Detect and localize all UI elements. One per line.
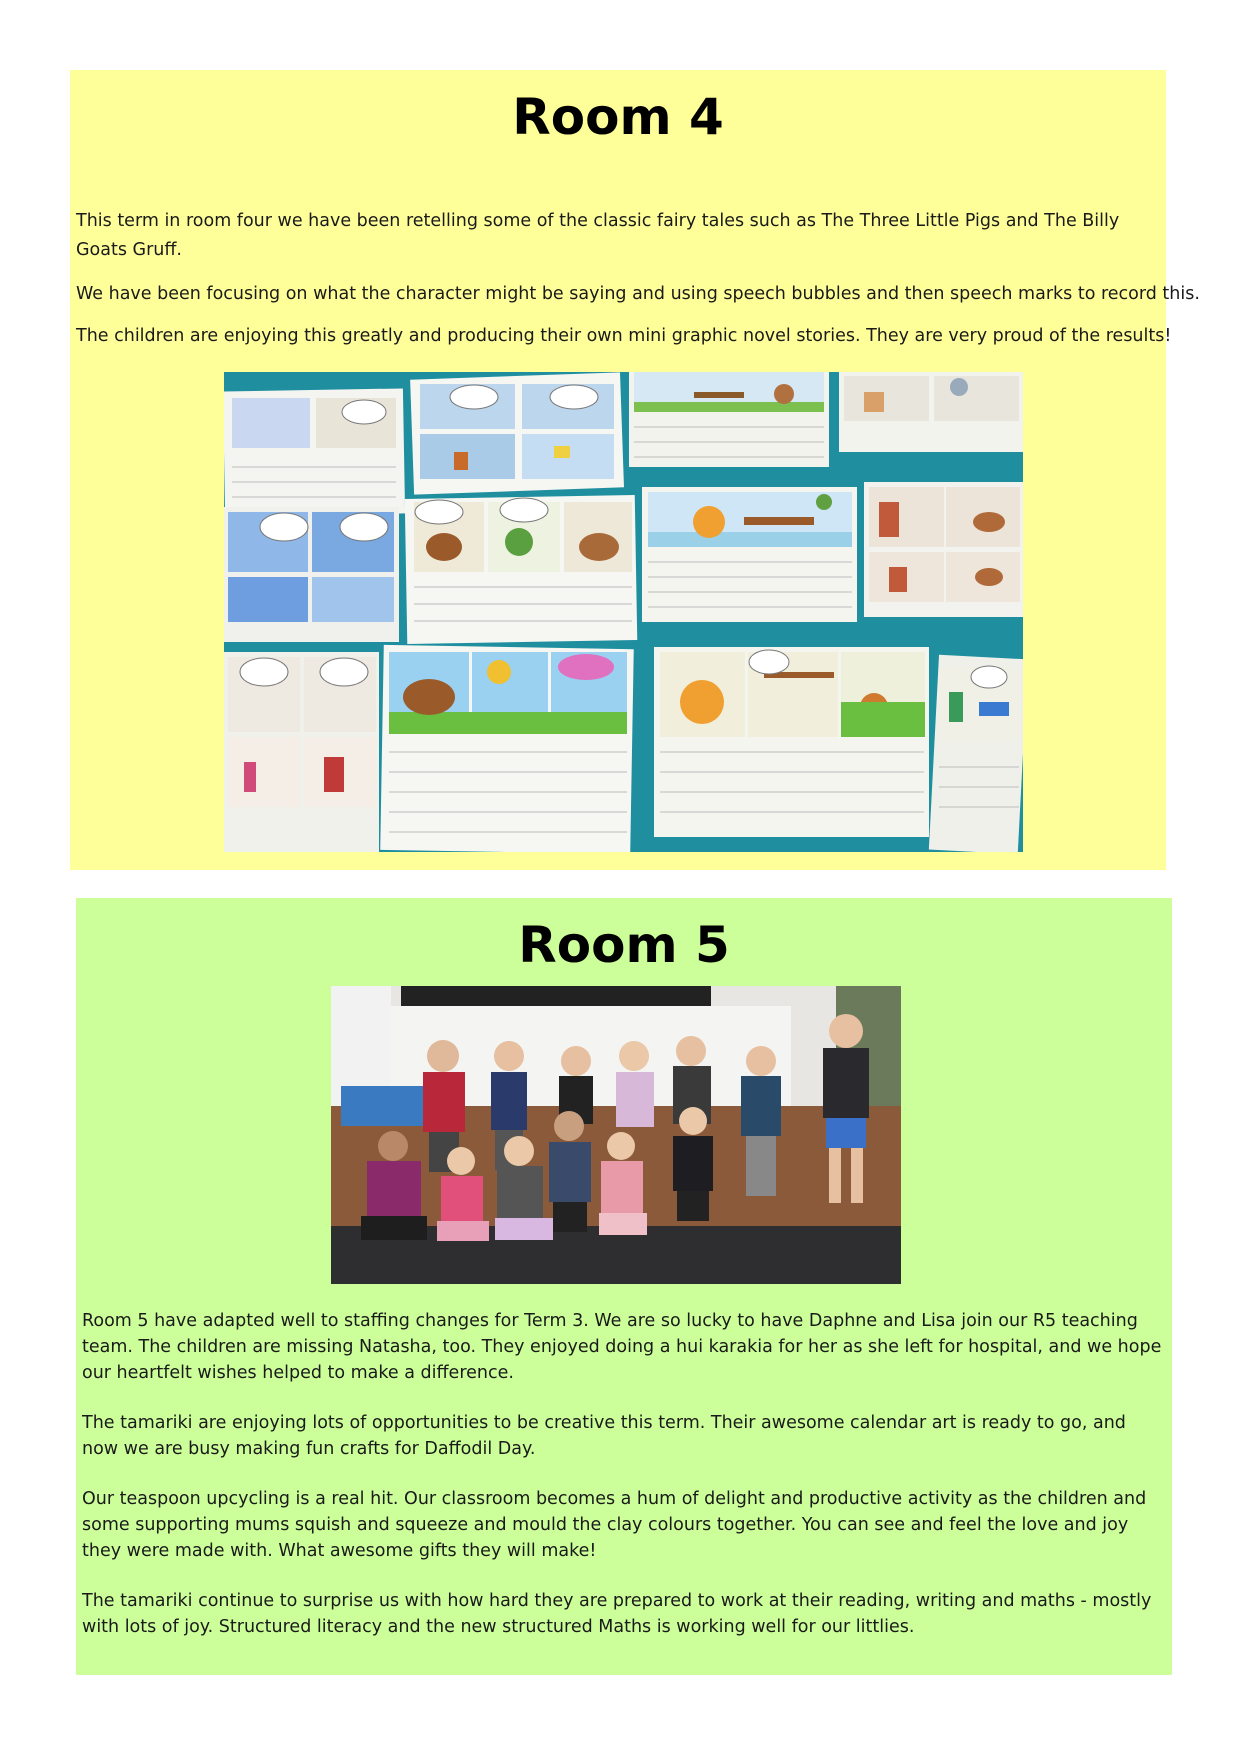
room5-paragraph-1: Room 5 have adapted well to staffing changes for Term 3. We are so lucky to have Daphne and Lisa join our R5 teaching team. The children are missing Natasha, too. They enjoyed doing a hui karakia for her as she left for hospital, and we hope our heartfelt wishes helped to make a difference. <box>82 1311 1162 1383</box>
room5-paragraph-3: Our teaspoon upcycling is a real hit. Our classroom becomes a hum of delight and productive activity as the children and some supporting mums squish and squeeze and mould the clay colours together. You can see and feel the love and joy they were made with. What awesome gifts they will make! <box>82 1489 1147 1561</box>
room5-paragraph-2: The tamariki are enjoying lots of opportunities to be creative this term. Their awesome calendar art is ready to go, and now we are busy making fun crafts for Daffodil Day. <box>82 1413 1126 1459</box>
room5-panel <box>76 898 1172 1675</box>
comic-artwork-photo <box>224 372 1023 852</box>
comic-sheet <box>224 388 405 516</box>
room5-title: Room 5 <box>518 916 730 974</box>
room4-panel <box>70 70 1200 870</box>
room4-paragraph-2: We have been focusing on what the character might be saying and using speech bubbles and then speech marks to record this. <box>76 284 1200 304</box>
room4-title: Room 4 <box>512 88 724 146</box>
room4-paragraph-1: This term in room four we have been retelling some of the classic fairy tales such as The Three Little Pigs and The Billy Goats Gruff. <box>76 211 1120 260</box>
room5-paragraph-4: The tamariki continue to surprise us with how hard they are prepared to work at their reading, writing and maths - mostly with lots of joy. Structured literacy and the new structured Maths is working well for our littlies. <box>82 1591 1152 1637</box>
room4-paragraph-3: The children are enjoying this greatly and producing their own mini graphic novel stories. They are very proud of the results! <box>76 326 1172 346</box>
class-group-photo <box>331 986 901 1284</box>
